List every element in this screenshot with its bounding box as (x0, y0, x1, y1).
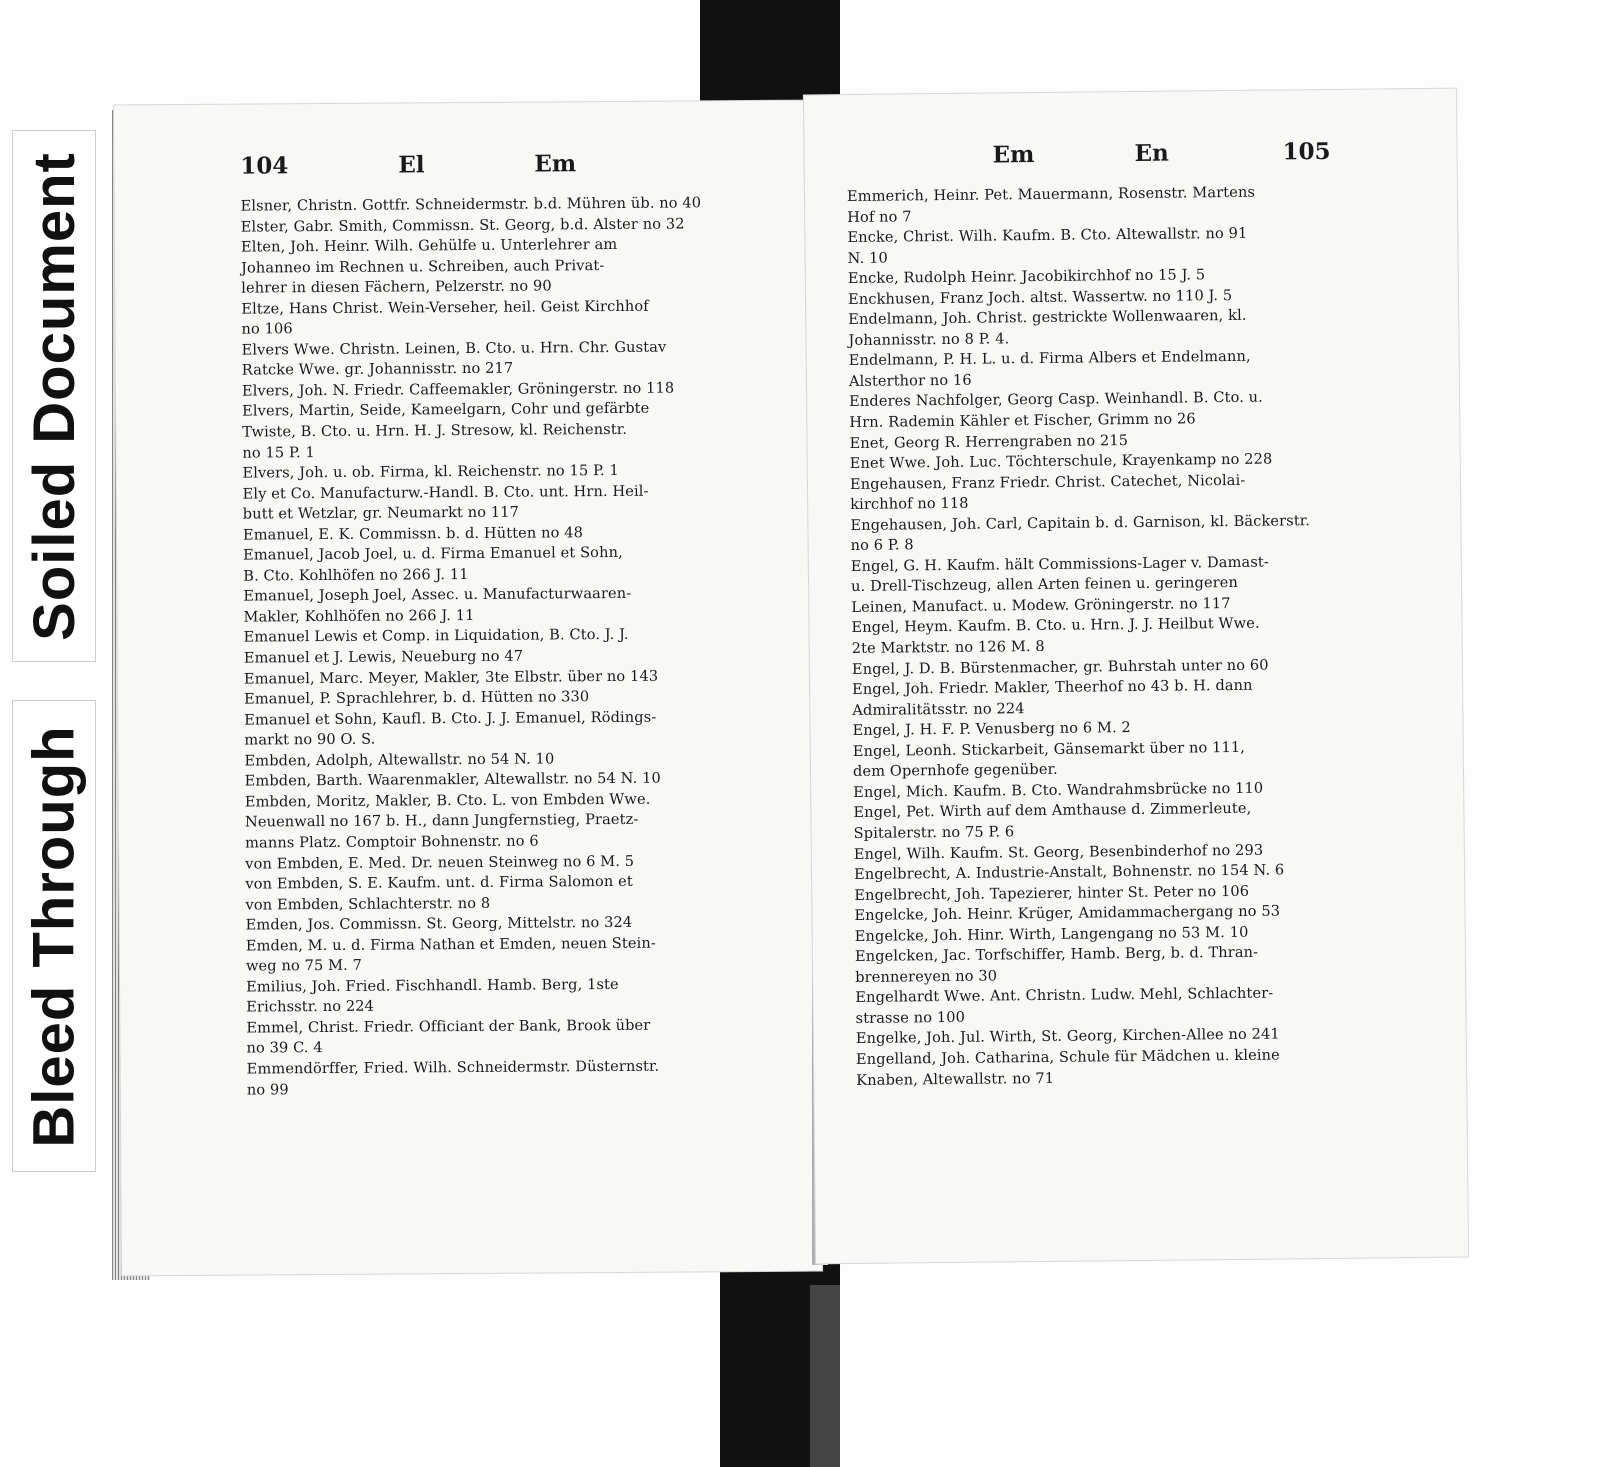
entry-line: von Embden, Schlachterstr. no 8 (245, 894, 491, 914)
entry-line: Engel, Mich. Kaufm. B. Cto. Wandrahmsbrücke no 110 (853, 779, 1264, 801)
entry-line: no 106 (241, 320, 293, 338)
entry-line: Engel, G. H. Kaufm. hält Commissions-Lager v. Damast- (850, 553, 1269, 575)
entry-line: Elvers Wwe. Christn. Leinen, B. Cto. u. Hrn. Chr. Gustav (241, 338, 667, 359)
entry-line: Engel, Heym. Kaufm. B. Cto. u. Hrn. J. J. Heilbut Wwe. (851, 615, 1260, 637)
entry-line: Emanuel, Marc. Meyer, Makler, 3te Elbstr. über no 143 (243, 667, 659, 688)
entry-line: Erichsstr. no 224 (246, 997, 375, 1016)
entry-line: Engehausen, Joh. Carl, Capitain b. d. Garnison, kl. Bäckerstr. (850, 511, 1311, 534)
directory-entry (242, 398, 784, 463)
entry-line: Endelmann, Joh. Christ. gestrickte Wollenwaaren, kl. (848, 307, 1247, 329)
left-page-header (114, 149, 814, 190)
entry-line: Knaben, Altewallstr. no 71 (856, 1069, 1055, 1089)
entry-line: Engelcken, Jac. Torfschiffer, Hamb. Berg, b. d. Thran- (854, 943, 1259, 966)
left-page-entries (241, 193, 789, 1101)
entry-line: Ely et Co. Manufacturw.-Handl. B. Cto. unt. Hrn. Heil- (242, 482, 649, 503)
entry-line: Hrn. Rademin Kähler et Fischer, Grimm no 26 (849, 410, 1196, 432)
directory-entry (241, 234, 783, 299)
entry-line: lehrer in diesen Fächern, Pelzerstr. no 90 (241, 277, 552, 297)
entry-line: Engelhardt Wwe. Ant. Christn. Ludw. Mehl, Schlachter- (855, 984, 1274, 1007)
entry-line: Emanuel et J. Lewis, Neueburg no 47 (243, 647, 524, 667)
entry-line: 2te Marktstr. no 126 M. 8 (851, 637, 1045, 658)
bleed-through-label-text: Bleed Through (21, 724, 87, 1148)
directory-entry (850, 510, 1370, 557)
entry-line: weg no 75 M. 7 (245, 956, 363, 975)
entry-line: Engel, Joh. Friedr. Makler, Theerhof no 43 b. H. dann (852, 676, 1253, 699)
entry-line: Emden, Jos. Commissn. St. Georg, Mittelstr. no 324 (245, 913, 633, 934)
entry-line: Elten, Joh. Heinr. Wilh. Gehülfe u. Unterlehrer am (240, 236, 618, 256)
entry-line: Engel, Leonh. Stickarbeit, Gänsemarkt über no 111, (852, 738, 1246, 760)
soiled-document-label (12, 130, 96, 662)
entry-line: no 15 P. 1 (242, 443, 315, 462)
directory-entry (245, 789, 787, 854)
soiled-document-label-text: Soiled Document (21, 151, 87, 641)
directory-entry (851, 551, 1372, 618)
directory-entry (247, 1056, 789, 1101)
directory-entry (849, 346, 1369, 393)
entry-line: von Embden, E. Med. Dr. neuen Steinweg no 6 M. 5 (245, 852, 635, 873)
right-page (804, 89, 1468, 1264)
directory-entry (853, 798, 1373, 845)
right-page-entries (847, 182, 1376, 1091)
guide-word-last: En (1134, 139, 1169, 167)
directory-entry (853, 736, 1373, 783)
entry-line: markt no 90 O. S. (244, 730, 376, 749)
entry-line: Engelbrecht, A. Industrie-Anstalt, Bohnenstr. no 154 N. 6 (853, 861, 1285, 884)
entry-line: Embden, Barth. Waarenmakler, Altewallstr. no 54 N. 10 (244, 769, 661, 790)
directory-entry (242, 337, 784, 382)
entry-line: Engel, Wilh. Kaufm. St. Georg, Besenbinderhof no 293 (853, 841, 1264, 863)
directory-entry (246, 974, 788, 1019)
guide-word-last: Em (534, 150, 577, 178)
entry-line: butt et Wetzlar, gr. Neumarkt no 117 (242, 503, 520, 523)
directory-entry (243, 542, 785, 587)
entry-line: Leinen, Manufact. u. Modew. Gröningerstr. no 117 (851, 594, 1231, 616)
entry-line: Engelcke, Joh. Heinr. Krüger, Amidammachergang no 53 (854, 902, 1281, 925)
left-page (114, 101, 822, 1276)
page-number: 104 (240, 152, 289, 180)
entry-line: Encke, Rudolph Heinr. Jacobikirchhof no 15 J. 5 (847, 266, 1206, 288)
entry-line: Elsner, Christn. Gottfr. Schneidermstr. b.d. Mühren üb. no 40 (240, 194, 702, 215)
entry-line: Engelcke, Joh. Hinr. Wirth, Langengang no 53 M. 10 (854, 923, 1249, 945)
page-number: 105 (1282, 137, 1331, 166)
directory-entry (244, 706, 786, 751)
guide-word-first: Em (992, 141, 1035, 169)
entry-line: Elster, Gabr. Smith, Commissn. St. Georg, b.d. Alster no 32 (240, 215, 685, 236)
entry-line: Engelbrecht, Joh. Tapezierer, hinter St. Peter no 106 (854, 882, 1250, 904)
entry-line: Emanuel, Joseph Joel, Assec. u. Manufacturwaaren- (243, 585, 632, 605)
entry-line: Engelland, Joh. Catharina, Schule für Mädchen u. kleine (855, 1046, 1280, 1068)
guide-word-first: El (398, 151, 425, 179)
book-spine-top (700, 0, 840, 102)
right-page-header (804, 137, 1456, 180)
entry-line: Engehausen, Franz Friedr. Christ. Catechet, Nicolai- (849, 471, 1246, 493)
entry-line: B. Cto. Kohlhöfen no 266 J. 11 (243, 565, 469, 585)
entry-line: manns Platz. Comptoir Bohnenstr. no 6 (245, 832, 539, 852)
entry-line: Encke, Christ. Wilh. Kaufm. B. Cto. Altewallstr. no 91 (847, 224, 1248, 247)
entry-line: Spitalerstr. no 75 P. 6 (853, 823, 1015, 842)
directory-entry (855, 983, 1375, 1030)
entry-line: Johanneo im Rechnen u. Schreiben, auch Privat- (241, 256, 605, 277)
directory-entry (852, 675, 1372, 722)
directory-entry (246, 1015, 788, 1060)
entry-line: Neuenwall no 167 b. H., dann Jungfernstieg, Praetz- (244, 811, 639, 831)
entry-line: Enet, Georg R. Herrengraben no 215 (849, 431, 1129, 452)
directory-entry (850, 469, 1370, 516)
entry-line: Embden, Moritz, Makler, B. Cto. L. von Embden Wwe. (244, 790, 651, 811)
entry-line: Engel, J. H. F. P. Venusberg no 6 M. 2 (852, 719, 1131, 740)
entry-line: no 6 P. 8 (850, 536, 914, 555)
entry-line: dem Opernhofe gegenüber. (852, 761, 1058, 781)
entry-line: brennereyen no 30 (855, 967, 998, 986)
entry-line: Elvers, Martin, Seide, Kameelgarn, Cohr und gefärbte (242, 400, 650, 421)
entry-line: no 39 C. 4 (246, 1039, 323, 1057)
directory-entry (245, 871, 787, 916)
directory-entry (847, 182, 1367, 229)
directory-entry (241, 296, 783, 341)
directory-entry (847, 223, 1367, 270)
bleed-through-label (12, 700, 96, 1172)
directory-entry (244, 624, 786, 669)
entry-line: Emanuel Lewis et Comp. in Liquidation, B. Cto. J. J. (243, 626, 629, 647)
entry-line: Alsterthor no 16 (848, 371, 972, 390)
entry-line: Enckhusen, Franz Joch. altst. Wassertw. no 110 J. 5 (847, 286, 1233, 308)
entry-line: Emanuel, P. Sprachlehrer, b. d. Hütten no 330 (244, 688, 590, 708)
entry-line: Engel, Pet. Wirth auf dem Amthause d. Zimmerleute, (853, 800, 1252, 822)
entry-line: von Embden, S. E. Kaufm. unt. d. Firma Salomon et (245, 872, 633, 893)
entry-line: Elvers, Joh. N. Friedr. Caffeemakler, Gröningerstr. no 118 (241, 379, 675, 400)
entry-line: N. 10 (847, 249, 888, 267)
book-spine-bottom (720, 1255, 840, 1467)
entry-line: Emden, M. u. d. Firma Nathan et Emden, neuen Stein- (245, 934, 656, 955)
directory-entry (246, 932, 788, 977)
entry-line: no 99 (246, 1080, 289, 1099)
entry-line: Johannisstr. no 8 P. 4. (848, 330, 1010, 349)
entry-line: Emanuel et Sohn, Kaufl. B. Cto. J. J. Emanuel, Rödings- (244, 708, 657, 729)
entry-line: Ratcke Wwe. gr. Johannisstr. no 217 (241, 360, 514, 379)
entry-line: Engelke, Joh. Jul. Wirth, St. Georg, Kirchen-Allee no 241 (855, 1025, 1280, 1048)
directory-entry (848, 305, 1368, 352)
entry-line: Emmerich, Heinr. Pet. Mauermann, Rosenstr. Martens (846, 183, 1256, 205)
entry-line: Hof no 7 (847, 207, 912, 226)
entry-line: Emmendörffer, Fried. Wilh. Schneidermstr. Düsternstr. (246, 1057, 660, 1078)
directory-entry (243, 583, 785, 628)
entry-line: strasse no 100 (855, 1008, 966, 1027)
entry-line: Eltze, Hans Christ. Wein-Verseher, heil. Geist Kirchhof (241, 297, 649, 318)
entry-line: Emanuel, E. K. Commissn. b. d. Hütten no 48 (242, 523, 584, 544)
directory-entry (851, 613, 1371, 660)
entry-line: Emanuel, Jacob Joel, u. d. Firma Emanuel et Sohn, (243, 544, 623, 564)
entry-line: Engel, J. D. B. Bürstenmacher, gr. Buhrstah unter no 60 (851, 656, 1269, 678)
entry-line: Emilius, Joh. Fried. Fischhandl. Hamb. Berg, 1ste (246, 975, 619, 996)
entry-line: Enet Wwe. Joh. Luc. Töchterschule, Krayenkamp no 228 (849, 450, 1273, 473)
entry-line: Twiste, B. Cto. u. Hrn. H. J. Stresow, kl. Reichenstr. (242, 420, 628, 441)
entry-line: Enderes Nachfolger, Georg Casp. Weinhandl. B. Cto. u. (849, 389, 1263, 411)
directory-entry (856, 1044, 1376, 1091)
directory-entry (855, 942, 1375, 989)
entry-line: Admiralitätsstr. no 224 (852, 699, 1025, 719)
directory-entry (849, 387, 1369, 434)
entry-line: kirchhof no 118 (850, 494, 969, 514)
entry-line: u. Drell-Tischzeug, allen Arten feinen u. geringeren (850, 574, 1239, 596)
entry-line: Embden, Adolph, Altewallstr. no 54 N. 10 (244, 750, 555, 770)
directory-entry (243, 480, 785, 525)
entry-line: Makler, Kohlhöfen no 266 J. 11 (243, 606, 475, 626)
entry-line: Elvers, Joh. u. ob. Firma, kl. Reichenstr. no 15 P. 1 (242, 462, 619, 482)
entry-line: Endelmann, P. H. L. u. d. Firma Albers et Endelmann, (848, 348, 1251, 370)
entry-line: Emmel, Christ. Friedr. Officiant der Bank, Brook über (246, 1016, 651, 1037)
